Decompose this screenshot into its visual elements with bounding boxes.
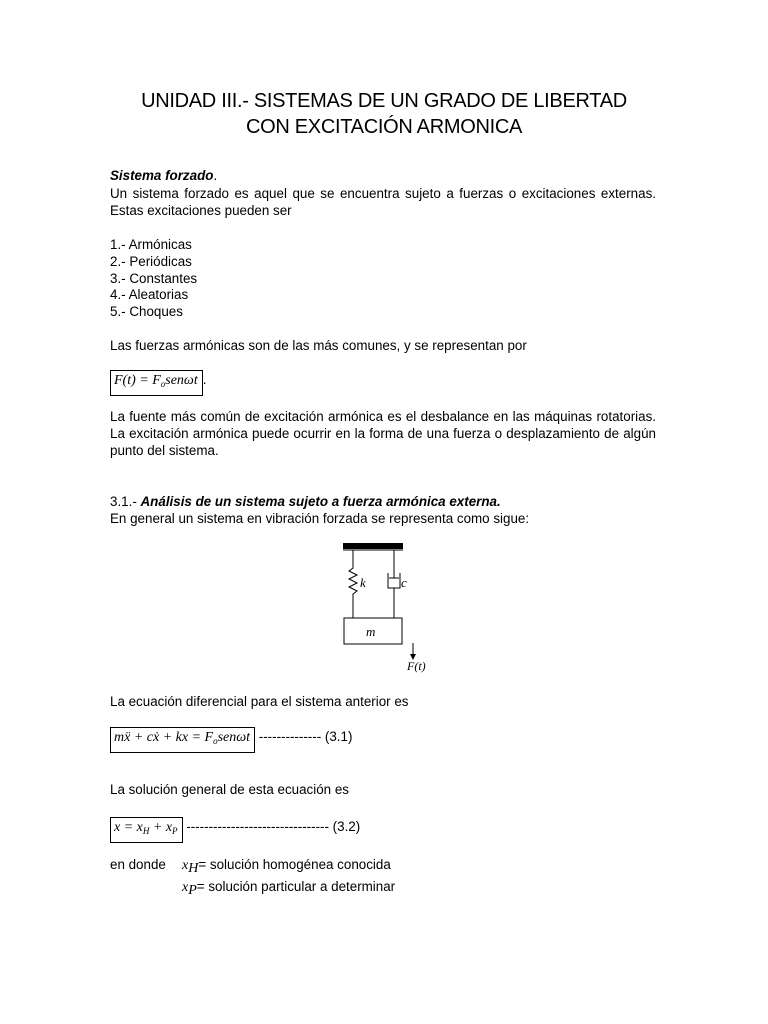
- excitation-types-list: [110, 237, 656, 321]
- spring-label: k: [360, 575, 366, 590]
- section-number: 3.1.-: [110, 494, 141, 509]
- harmonic-text: Las fuerzas armónicas son de las más comunes, y se representan por: [110, 338, 527, 353]
- eq-tail: senωt: [165, 373, 198, 388]
- where-row-1: [110, 857, 656, 878]
- section-31-heading: [110, 494, 656, 511]
- page-title: [0, 88, 768, 140]
- diff-eq-text: La ecuación diferencial para el sistema anterior es: [110, 694, 409, 709]
- section-31-intro: En general un sistema en vibración forzada se representa como sigue:: [110, 511, 530, 526]
- title-line-2: CON EXCITACIÓN ARMONICA: [245, 116, 523, 138]
- eq-sub-p: P: [172, 826, 178, 836]
- forced-heading: [110, 168, 656, 185]
- list-item: 2.- Periódicas: [110, 253, 192, 269]
- damper-icon: [388, 550, 400, 618]
- ceiling-hatch: [343, 543, 403, 549]
- eq-sub: o: [160, 379, 166, 389]
- force-equation-box: [110, 370, 203, 396]
- diff-equation-box: [110, 727, 255, 753]
- def2-var: x: [182, 880, 189, 895]
- eq-x: x = x: [114, 820, 143, 835]
- eq-plus: + x: [149, 820, 173, 835]
- where-label: en donde: [110, 857, 166, 872]
- title-line-1: UNIDAD III.- SISTEMAS DE UN GRADO DE LIBERTAD: [141, 90, 627, 112]
- eq-tail: senωt: [217, 730, 251, 745]
- force-equation: [110, 370, 656, 396]
- mass-label: m: [366, 624, 376, 639]
- diff-equation: [110, 727, 656, 753]
- source-text: La fuente más común de excitación armónica es el desbalance en las máquinas rotatorias. La excitación armónica puede ocurrir en la forma de una fuerza o desplazamiento de algún punto del sistema.: [110, 409, 656, 458]
- solution-text: La solución general de esta ecuación es: [110, 782, 349, 797]
- list-item: 1.- Armónicas: [110, 237, 192, 252]
- spring-mass-damper-diagram: [338, 540, 438, 674]
- where-row-2: [110, 879, 656, 900]
- def1-var: x: [182, 858, 189, 873]
- forced-heading-suffix: .: [213, 168, 218, 183]
- eq-main: mẍ + cẋ + kx = F: [114, 730, 214, 745]
- force-label: F(t): [407, 659, 426, 673]
- section-title: Análisis de un sistema sujeto a fuerza armónica externa.: [140, 494, 501, 509]
- forced-intro: Un sistema forzado es aquel que se encuentra sujeto a fuerzas o excitaciones externas. Estas excitaciones pueden ser: [110, 186, 656, 218]
- list-item: 5.- Choques: [110, 304, 183, 320]
- solution-equation-ref: -------------------------------- (3.2): [182, 819, 361, 834]
- force-equation-period: .: [202, 372, 207, 387]
- def2-sub: P: [188, 883, 197, 898]
- def2-text: = solución particular a determinar: [196, 879, 396, 894]
- list-item: 4.- Aleatorias: [110, 287, 189, 303]
- solution-equation: [110, 817, 656, 843]
- damper-label: c: [401, 575, 407, 590]
- def1-text: = solución homogénea conocida: [198, 857, 391, 872]
- eq-sub-h: H: [142, 826, 150, 836]
- eq-sub: o: [213, 736, 218, 746]
- eq-main: F(t) = F: [114, 373, 161, 388]
- force-arrow-icon: [410, 643, 416, 660]
- solution-equation-box: [110, 817, 183, 843]
- spring-icon: [349, 550, 357, 618]
- diff-equation-ref: -------------- (3.1): [255, 729, 353, 744]
- forced-heading-text: Sistema forzado: [110, 168, 214, 183]
- list-item: 3.- Constantes: [110, 270, 198, 286]
- def1-sub: H: [188, 861, 199, 876]
